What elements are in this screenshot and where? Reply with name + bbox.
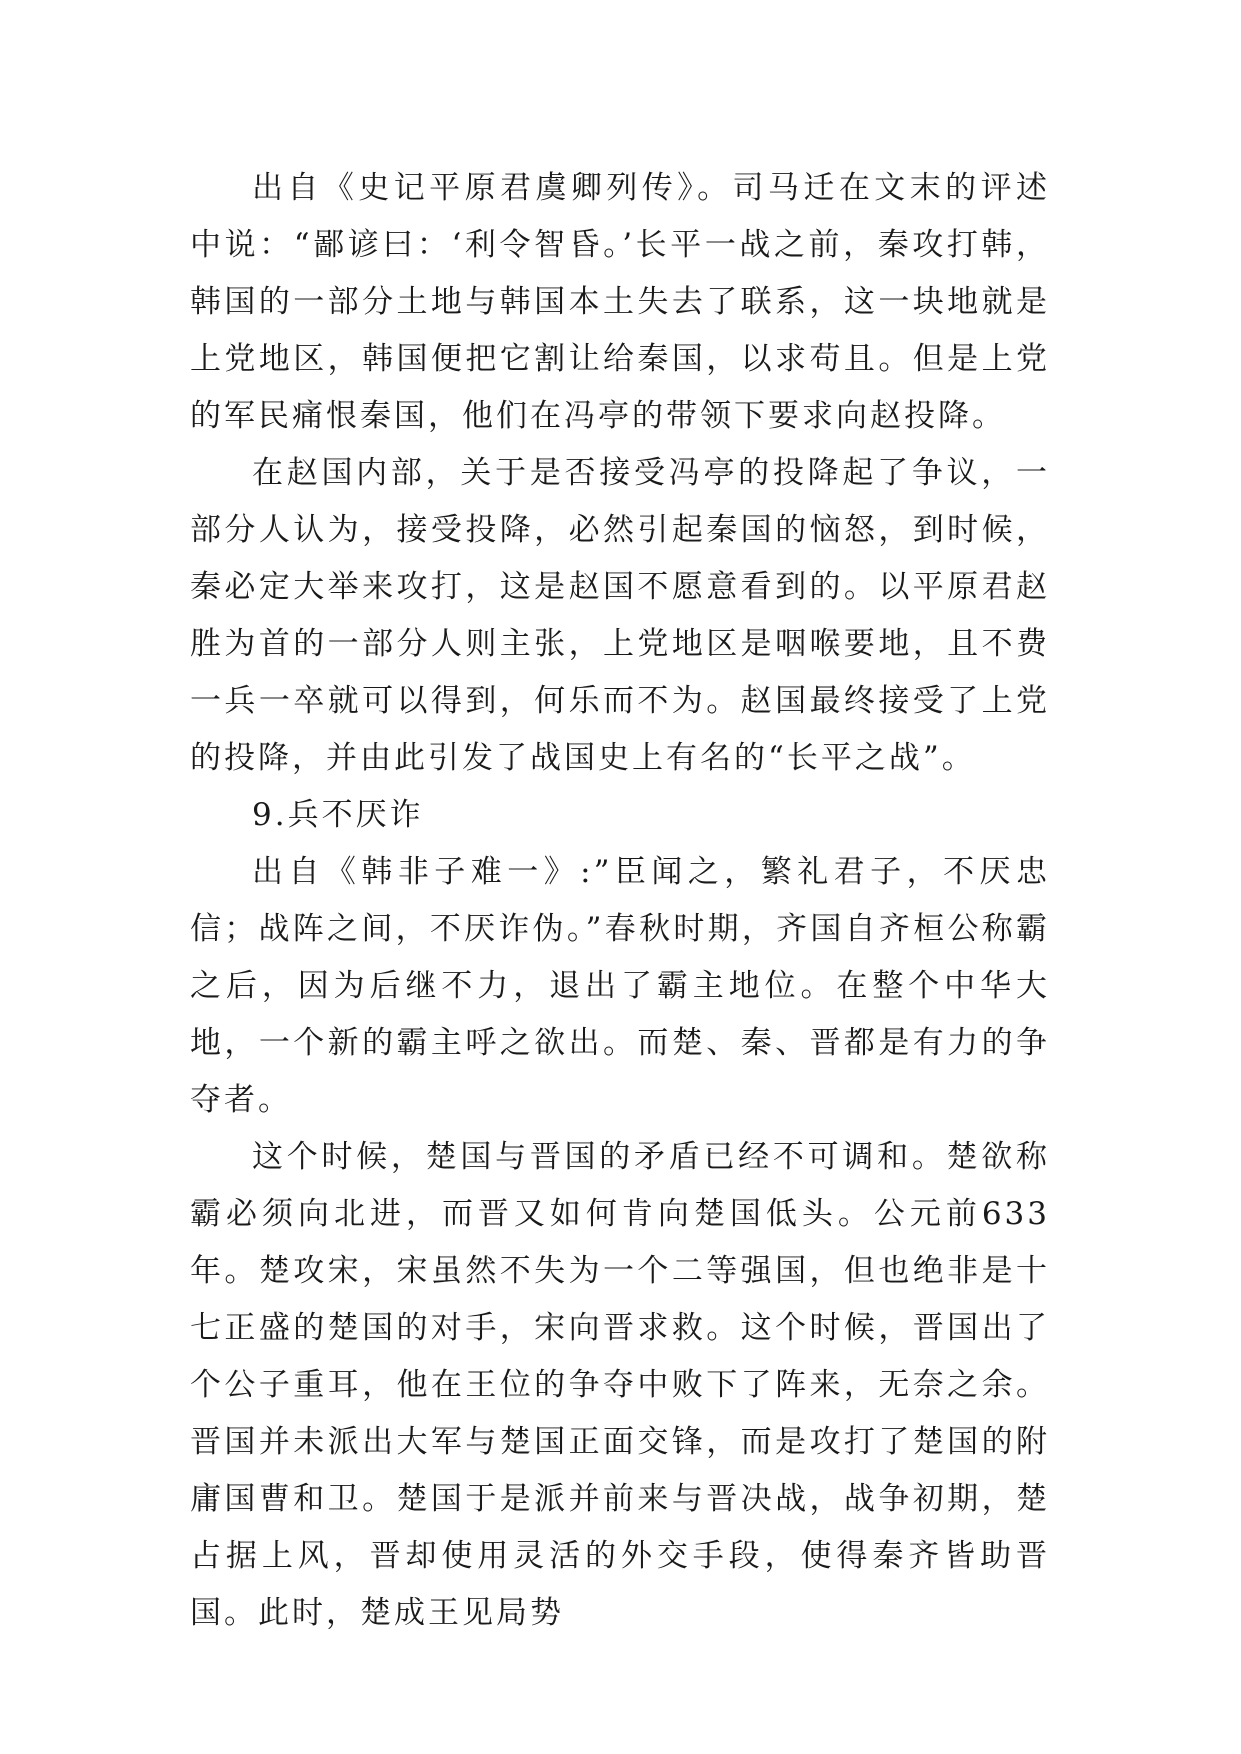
paragraph-shiji: 出自《史记平原君虞卿列传》。司马迁在文末的评述中说：“鄙谚曰：‘利令智昏。’长平一战之前，秦攻打韩，韩国的一部分土地与韩国本土失去了联系，这一块地就是上党地区，韩国便把它割让给秦国，以求苟且。但是上党的军民痛恨秦国，他们在冯亭的带领下要求向赵投降。	[190, 170, 1050, 434]
paragraph-chu-jin: 这个时候，楚国与晋国的矛盾已经不可调和。楚欲称霸必须向北进，而晋又如何肯向楚国低头。公元前633年。楚攻宋，宋虽然不失为一个二等强国，但也绝非是十七正盛的楚国的对手，宋向晋求救。这个时候，晋国出了个公子重耳，他在王位的争夺中败下了阵来，无奈之余。晋国并未派出大军与楚国正面交锋，而是攻打了楚国的附庸国曹和卫。楚国于是派并前来与晋决战，战争初期，楚占据上风，晋却使用灵活的外交手段，使得秦齐皆助晋国。此时，楚成王见局势	[190, 1139, 1050, 1631]
paragraph-hanfeizi: 出自《韩非子难一》:”臣闻之，繁礼君子，不厌忠信；战阵之间，不厌诈伪。”春秋时期，齐国自齐桓公称霸之后，因为后继不力，退出了霸主地位。在整个中华大地，一个新的霸主呼之欲出。而楚、秦、晋都是有力的争夺者。	[190, 854, 1050, 1118]
section-heading: 9.兵不厌诈	[252, 797, 424, 833]
paragraph-zhao-debate: 在赵国内部，关于是否接受冯亭的投降起了争议，一部分人认为，接受投降，必然引起秦国的恼怒，到时候，秦必定大举来攻打，这是赵国不愿意看到的。以平原君赵胜为首的一部分人则主张，上党地区是咽喉要地，且不费一兵一卒就可以得到，何乐而不为。赵国最终接受了上党的投降，并由此引发了战国史上有名的“长平之战”。	[190, 455, 1050, 776]
document-body	[190, 160, 1050, 1642]
